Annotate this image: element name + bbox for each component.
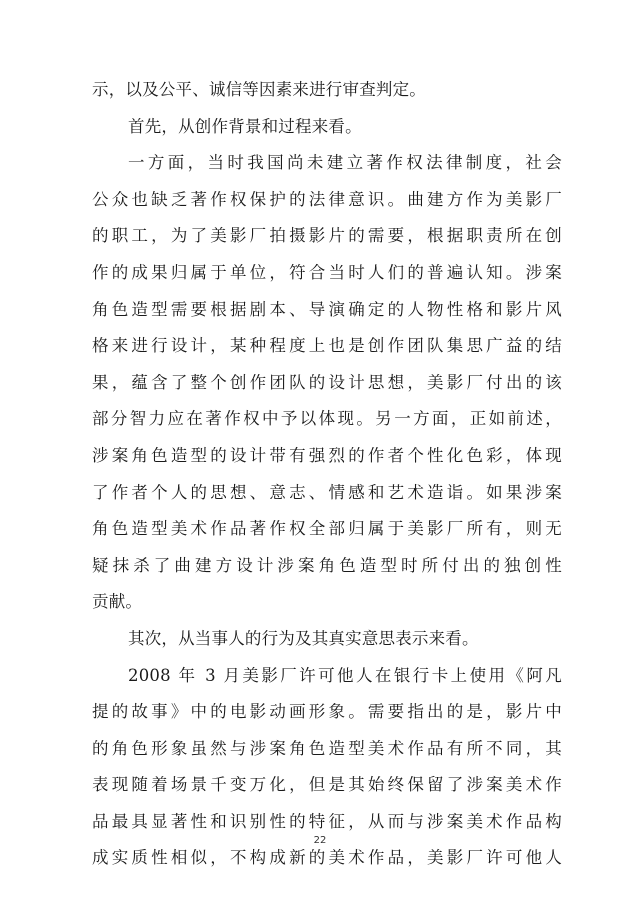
text-line: 疑抹杀了曲建方设计涉案角色造型时所付出的独创性: [92, 555, 562, 575]
text-line: 示，以及公平、诚信等因素来进行审查判定。: [92, 80, 426, 99]
text-line: 2008 年 3 月美影厂许可他人在银行卡上使用《阿凡: [128, 665, 562, 685]
text-line: 角色造型美术作品著作权全部归属于美影厂所有，则无: [92, 519, 562, 539]
text-line: 首先，从创作背景和过程来看。: [128, 116, 362, 136]
text-line: 果，蕴含了整个创作团队的设计思想，美影厂付出的该: [92, 372, 562, 392]
text-line: 作的成果归属于单位，符合当时人们的普遍认知。涉案: [92, 262, 562, 282]
text-line: 表现随着场景千变万化，但是其始终保留了涉案美术作: [92, 775, 562, 795]
text-line: 公众也缺乏著作权保护的法律意识。曲建方作为美影厂: [92, 189, 562, 209]
text-line: 部分智力应在著作权中予以体现。另一方面，正如前述，: [92, 409, 562, 429]
text-line: 的角色形象虽然与涉案角色造型美术作品有所不同，其: [92, 738, 562, 758]
text-line: 格来进行设计，某种程度上也是创作团队集思广益的结: [92, 336, 562, 356]
page-number: 22: [313, 835, 327, 846]
text-line: 贡献。: [92, 592, 143, 612]
text-line: 提的故事》中的电影动画形象。需要指出的是，影片中: [92, 702, 562, 722]
text-line: 涉案角色造型的设计带有强烈的作者个性化色彩，体现: [92, 445, 562, 465]
text-line: 品最具显著性和识别性的特征，从而与涉案美术作品构: [92, 811, 562, 831]
text-line: 其次，从当事人的行为及其真实意思表示来看。: [128, 628, 479, 648]
text-line: 了作者个人的思想、意志、情感和艺术造诣。如果涉案: [92, 482, 562, 502]
text-line: 成实质性相似，不构成新的美术作品，美影厂许可他人: [92, 848, 562, 868]
body-text: [92, 72, 562, 877]
text-line: 的职工，为了美影厂拍摄影片的需要，根据职责所在创: [92, 226, 562, 246]
text-line: 角色造型需要根据剧本、导演确定的人物性格和影片风: [92, 299, 562, 319]
text-line: 一方面，当时我国尚未建立著作权法律制度，社会: [128, 153, 562, 173]
